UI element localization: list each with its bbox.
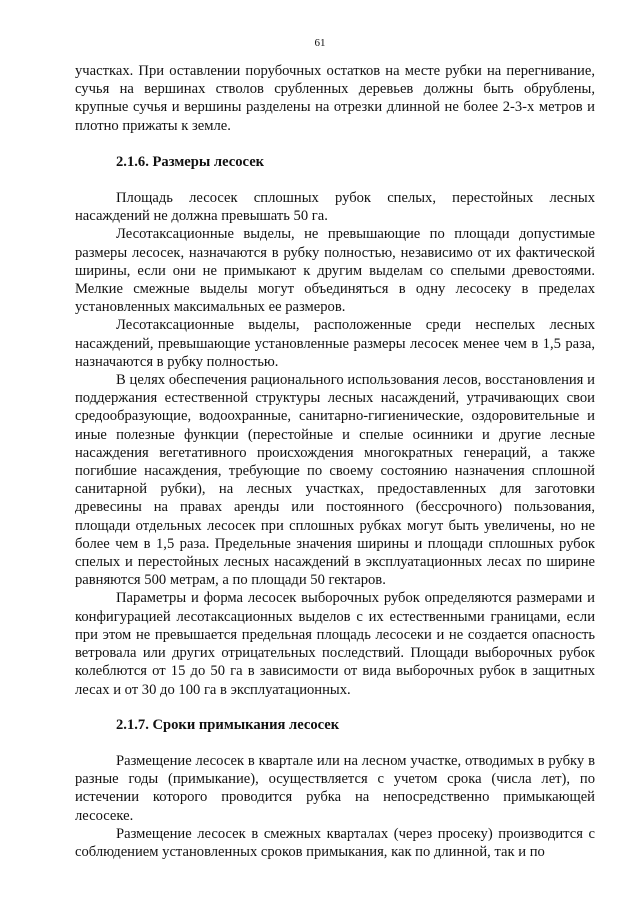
- section-heading-adjacency-terms: 2.1.7. Сроки примыкания лесосек: [116, 716, 340, 733]
- body-paragraph: Площадь лесосек сплошных рубок спелых, перестойных лесных насаждений не должна превышать 50 га.: [75, 190, 595, 225]
- body-paragraph: Лесотаксационные выделы, расположенные среди неспелых лесных насаждений, превышающие установленные размеры лесосек менее чем в 1,5 раза, назначаются в рубку полностью.: [75, 317, 595, 370]
- body-paragraph: Параметры и форма лесосек выборочных рубок определяются размерами и конфигурацией лесотаксационных выделов с их естественными границами, если при этом не превышается предельная площадь лесосеки и не создается опасность ветровала или других отрицательных последствий. Площади выборочных рубок колеблются от 15 до 50 га в зависимости от вида выборочных рубок в защитных лесах и от 30 до 100 га в эксплуатационных.: [75, 590, 595, 698]
- intro-paragraph: участках. При оставлении порубочных остатков на месте рубки на перегнивание, сучья на вершинах стволов срубленных деревьев должны быть обрублены, крупные сучья и вершины разделены на отрезки длинной не более 2-3-х метров и плотно прижаты к земле.: [75, 63, 595, 134]
- body-paragraph: Размещение лесосек в квартале или на лесном участке, отводимых в рубку в разные годы (примыкание), осуществляется с учетом срока (числа лет), по истечении которого проводится рубка на непосредственно примыкающей лесосеке.: [75, 752, 595, 824]
- body-paragraph: В целях обеспечения рационального использования лесов, восстановления и поддержания естественной структуры лесных насаждений, утрачивающих свои средообразующие, водоохранные, санитарно-гигиенические, оздоровительные и иные полезные функции (перестойные и спелые осинники и другие лесные насаждения вегетативного происхождения многократных генераций, а также погибшие насаждения, требующие по своему состоянию назначения сплошной санитарной рубки), на лесных участках, предоставленных для заготовки древесины на правах аренды или постоянного (бессрочного) пользования, площади отдельных лесосек при сплошных рубках могут быть увеличены, но не более чем в 1,5 раза. Предельные значения ширины и площади сплошных рубок спелых и перестойных лесных насаждений в эксплуатационных лесах по ширине равняются 500 метрам, а по площади 50 гектаров.: [75, 372, 595, 589]
- section-heading-lesosek-sizes: 2.1.6. Размеры лесосек: [116, 153, 265, 170]
- body-paragraph: Размещение лесосек в смежных кварталах (через просеку) производится с соблюдением установленных сроков примыкания, как по длинной, так и по: [75, 825, 595, 860]
- page-number: 61: [314, 37, 326, 49]
- body-paragraph: Лесотаксационные выделы, не превышающие по площади допустимые размеры лесосек, назначаются в рубку полностью, независимо от их фактической ширины, если они не примыкают к другим выделам со спелыми древостоями. Мелкие смежные выделы могут объединяться в одну лесосеку в пределах установленных максимальных ее размеров.: [75, 226, 595, 316]
- page-content: [75, 62, 595, 861]
